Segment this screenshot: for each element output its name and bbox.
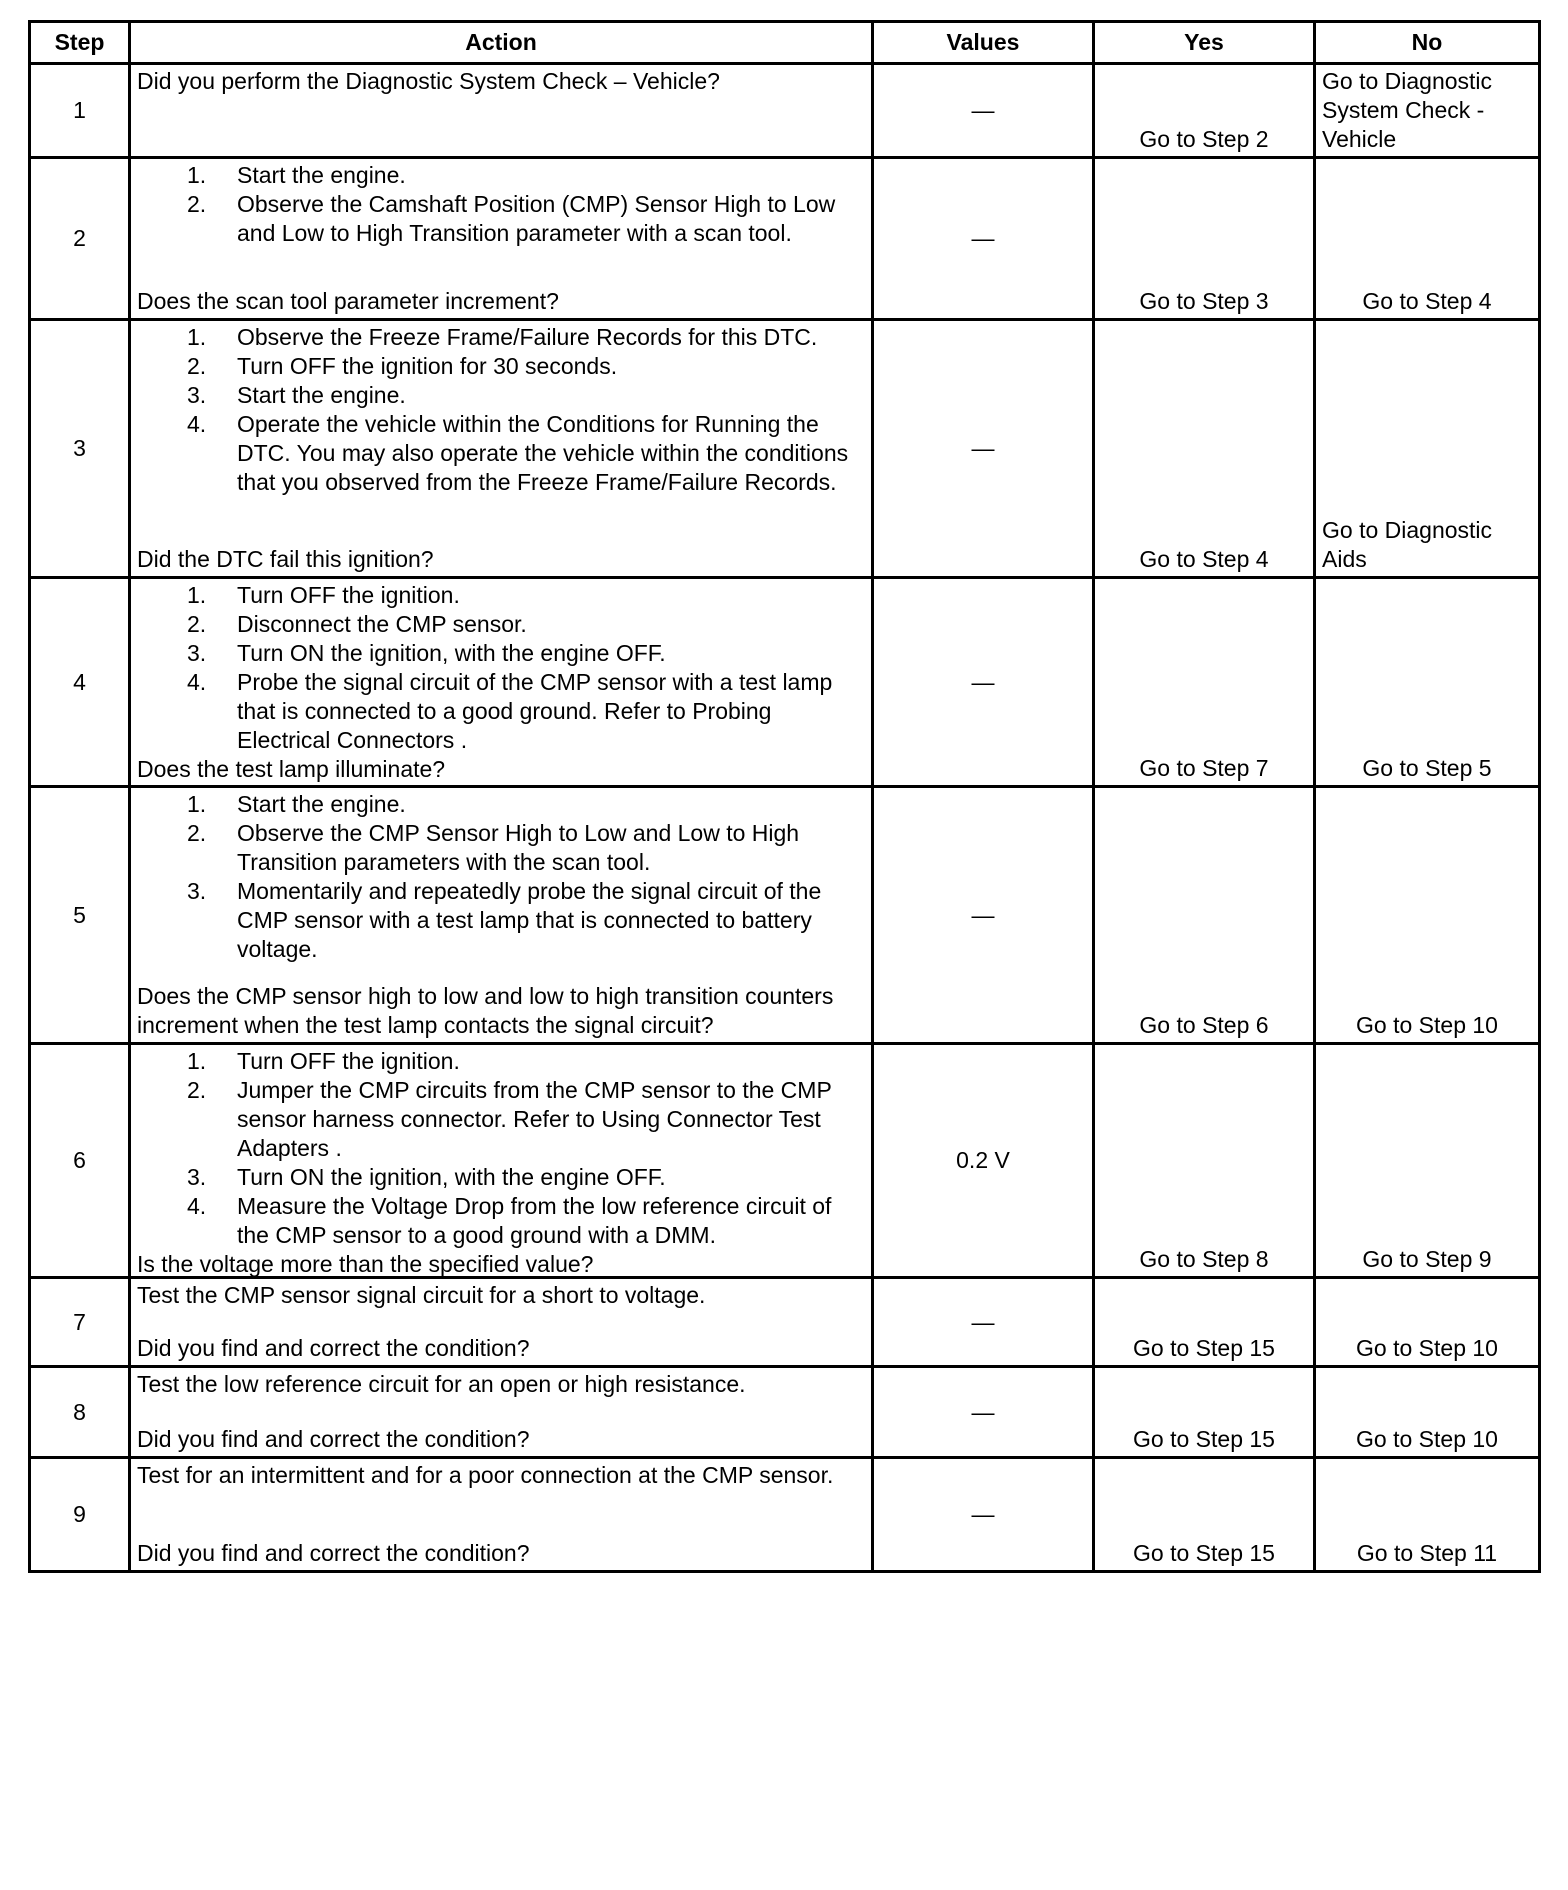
action-step-number: 3. (187, 640, 207, 666)
yes-cell: Go to Step 15 (1094, 1367, 1315, 1458)
action-step-text: Observe the Camshaft Position (CMP) Sensor High to Low and Low to High Transition parameter with a scan tool. (237, 191, 836, 246)
no-cell: Go to Step 10 (1315, 1367, 1540, 1458)
value-cell: — (873, 1458, 1094, 1572)
yes-cell: Go to Step 8 (1094, 1044, 1315, 1278)
action-step-number: 1. (187, 1048, 207, 1074)
action-step-item (137, 639, 865, 668)
yes-cell: Go to Step 15 (1094, 1458, 1315, 1572)
action-step-text: Turn OFF the ignition. (237, 1048, 460, 1074)
action-step-item (137, 610, 865, 639)
action-steps-list (137, 1047, 865, 1250)
step-number: 3 (30, 320, 130, 578)
action-step-number: 4. (187, 411, 207, 437)
value-cell: — (873, 578, 1094, 787)
no-cell: Go to Step 11 (1315, 1458, 1540, 1572)
action-question: Does the scan tool parameter increment? (137, 288, 559, 314)
action-question: Is the voltage more than the specified value? (137, 1251, 594, 1277)
table-row (30, 1278, 1540, 1367)
action-step-number: 1. (187, 162, 207, 188)
yes-cell: Go to Step 6 (1094, 787, 1315, 1044)
action-cell (130, 1278, 873, 1367)
step-number: 8 (30, 1367, 130, 1458)
action-step-text: Probe the signal circuit of the CMP sensor with a test lamp that is connected to a good ground. Refer to Probing Electrical Connectors . (237, 669, 833, 753)
table-row (30, 578, 1540, 787)
action-step-number: 2. (187, 191, 207, 217)
action-step-number: 1. (187, 582, 207, 608)
action-cell (130, 64, 873, 158)
step-number: 1 (30, 64, 130, 158)
table-header (30, 22, 1540, 64)
no-cell: Go to Step 9 (1315, 1044, 1540, 1278)
action-steps-list (137, 323, 865, 497)
action-step-item (137, 190, 865, 248)
action-step-number: 2. (187, 611, 207, 637)
action-step-number: 1. (187, 791, 207, 817)
action-steps-list (137, 161, 865, 248)
action-step-text: Observe the CMP Sensor High to Low and Low to High Transition parameters with the scan tool. (237, 820, 800, 875)
action-step-number: 3. (187, 1164, 207, 1190)
action-intro: Test the low reference circuit for an open or high resistance. (137, 1371, 746, 1397)
header-row (30, 22, 1540, 64)
action-question: Did you find and correct the condition? (137, 1335, 530, 1361)
header-no: No (1315, 22, 1540, 64)
yes-cell: Go to Step 2 (1094, 64, 1315, 158)
value-cell: 0.2 V (873, 1044, 1094, 1278)
action-step-text: Turn OFF the ignition for 30 seconds. (237, 353, 618, 379)
action-step-item (137, 352, 865, 381)
action-step-number: 4. (187, 669, 207, 695)
action-intro: Test the CMP sensor signal circuit for a short to voltage. (137, 1282, 706, 1308)
action-step-text: Disconnect the CMP sensor. (237, 611, 527, 637)
action-step-text: Measure the Voltage Drop from the low reference circuit of the CMP sensor to a good ground with a DMM. (237, 1193, 832, 1248)
action-question: Does the CMP sensor high to low and low to high transition counters increment when the test lamp contacts the signal circuit? (137, 983, 834, 1038)
action-question: Did the DTC fail this ignition? (137, 546, 434, 572)
header-yes: Yes (1094, 22, 1315, 64)
step-number: 7 (30, 1278, 130, 1367)
action-step-text: Turn ON the ignition, with the engine OFF. (237, 640, 666, 666)
action-step-item (137, 668, 865, 755)
action-step-number: 2. (187, 1077, 207, 1103)
action-step-item (137, 1163, 865, 1192)
value-cell: — (873, 158, 1094, 320)
no-cell: Go to Step 10 (1315, 1278, 1540, 1367)
action-cell (130, 787, 873, 1044)
action-step-item (137, 381, 865, 410)
action-step-item (137, 819, 865, 877)
action-step-item (137, 790, 865, 819)
action-step-item (137, 323, 865, 352)
action-cell (130, 578, 873, 787)
action-step-text: Start the engine. (237, 382, 406, 408)
yes-cell: Go to Step 15 (1094, 1278, 1315, 1367)
action-step-item (137, 1192, 865, 1250)
action-cell (130, 1044, 873, 1278)
action-intro: Did you perform the Diagnostic System Check – Vehicle? (137, 68, 720, 94)
action-step-number: 2. (187, 820, 207, 846)
no-cell: Go to Diagnostic Aids (1315, 320, 1540, 578)
table-row (30, 787, 1540, 1044)
action-steps-list (137, 790, 865, 964)
yes-cell: Go to Step 3 (1094, 158, 1315, 320)
value-cell: — (873, 1367, 1094, 1458)
action-step-item (137, 410, 865, 497)
step-number: 6 (30, 1044, 130, 1278)
action-step-number: 2. (187, 353, 207, 379)
action-step-text: Turn ON the ignition, with the engine OFF. (237, 1164, 666, 1190)
action-step-text: Observe the Freeze Frame/Failure Records for this DTC. (237, 324, 818, 350)
action-step-item (137, 161, 865, 190)
step-number: 9 (30, 1458, 130, 1572)
value-cell: — (873, 1278, 1094, 1367)
no-cell: Go to Step 10 (1315, 787, 1540, 1044)
table-row (30, 158, 1540, 320)
action-step-text: Jumper the CMP circuits from the CMP sensor to the CMP sensor harness connector. Refer to Using Connector Test Adapters . (237, 1077, 832, 1161)
action-step-item (137, 1076, 865, 1163)
action-step-text: Turn OFF the ignition. (237, 582, 460, 608)
action-step-number: 1. (187, 324, 207, 350)
action-step-number: 3. (187, 878, 207, 904)
step-number: 4 (30, 578, 130, 787)
value-cell: — (873, 320, 1094, 578)
action-question: Did you find and correct the condition? (137, 1540, 530, 1566)
table-row (30, 1044, 1540, 1278)
step-number: 2 (30, 158, 130, 320)
table-row (30, 1367, 1540, 1458)
yes-cell: Go to Step 4 (1094, 320, 1315, 578)
action-cell (130, 1458, 873, 1572)
action-step-text: Operate the vehicle within the Conditions for Running the DTC. You may also operate the vehicle within the conditions that you observed from the Freeze Frame/Failure Records. (237, 411, 849, 495)
action-step-text: Momentarily and repeatedly probe the signal circuit of the CMP sensor with a test lamp that is connected to battery voltage. (237, 878, 822, 962)
action-question: Does the test lamp illuminate? (137, 756, 446, 782)
action-cell (130, 320, 873, 578)
action-question: Did you find and correct the condition? (137, 1426, 530, 1452)
action-steps-list (137, 581, 865, 755)
action-intro: Test for an intermittent and for a poor connection at the CMP sensor. (137, 1462, 834, 1488)
action-step-item (137, 581, 865, 610)
action-step-item (137, 877, 865, 964)
table-row (30, 320, 1540, 578)
action-step-number: 3. (187, 382, 207, 408)
action-cell (130, 158, 873, 320)
table-row (30, 1458, 1540, 1572)
no-cell: Go to Diagnostic System Check - Vehicle (1315, 64, 1540, 158)
header-values: Values (873, 22, 1094, 64)
no-cell: Go to Step 5 (1315, 578, 1540, 787)
table-body (30, 64, 1540, 1572)
table-row (30, 64, 1540, 158)
action-step-text: Start the engine. (237, 162, 406, 188)
value-cell: — (873, 787, 1094, 1044)
value-cell: — (873, 64, 1094, 158)
step-number: 5 (30, 787, 130, 1044)
header-action: Action (130, 22, 873, 64)
action-step-number: 4. (187, 1193, 207, 1219)
no-cell: Go to Step 4 (1315, 158, 1540, 320)
diagnostic-table (28, 20, 1541, 1573)
yes-cell: Go to Step 7 (1094, 578, 1315, 787)
action-cell (130, 1367, 873, 1458)
header-step: Step (30, 22, 130, 64)
action-step-text: Start the engine. (237, 791, 406, 817)
action-step-item (137, 1047, 865, 1076)
